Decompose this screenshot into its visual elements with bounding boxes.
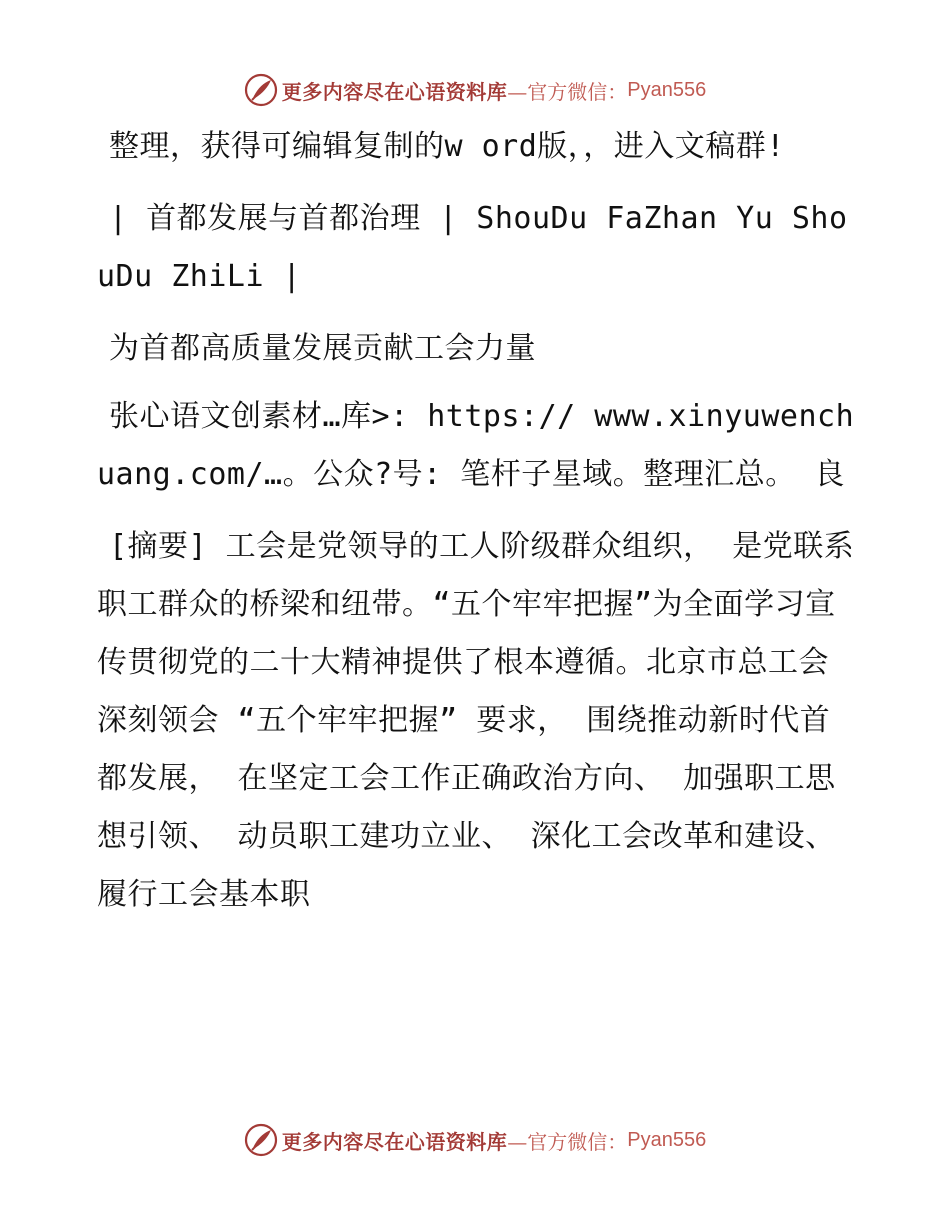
- watermark-wechat-id: Pyan556: [627, 1128, 707, 1151]
- paragraph-source: 张心语文创素材…库>: https:// www.xinyuwenchuang.com/…。公众?号: 笔杆子星域。整理汇总。 良: [97, 399, 855, 492]
- watermark-suffix: —官方微信：: [507, 1129, 628, 1154]
- article-title: 为首都高质量发展贡献工会力量: [109, 331, 536, 366]
- paragraph-intro: 整理，获得可编辑复制的w ord版，，进入文稿群!: [109, 129, 785, 164]
- watermark-wechat-id: Pyan556: [627, 78, 707, 101]
- feather-pen-logo-icon: [244, 1123, 278, 1157]
- header-watermark: [0, 70, 950, 110]
- paragraph-column-title: | 首都发展与首都治理 | ShouDu FaZhan Yu ShouDu ZhiLi |: [97, 201, 848, 294]
- watermark-suffix: —官方微信：: [507, 79, 628, 104]
- watermark-brand: 更多内容尽在心语资料库: [281, 1129, 508, 1154]
- feather-pen-logo-icon: [244, 73, 278, 107]
- document-body: [97, 118, 857, 938]
- watermark-brand: 更多内容尽在心语资料库: [281, 79, 508, 104]
- paragraph-abstract: [摘要] 工会是党领导的工人阶级群众组织， 是党联系职工群众的桥梁和纽带。“五个牢牢把握”为全面学习宣传贯彻党的二十大精神提供了根本遵循。北京市总工会深刻领会 “五个牢牢把握” 要求， 围绕推动新时代首都发展， 在坚定工会工作正确政治方向、 加强职工思想引领、 动员职工建功立业、 深化工会改革和建设、 履行工会基本职: [97, 529, 855, 912]
- footer-watermark: [0, 1120, 950, 1160]
